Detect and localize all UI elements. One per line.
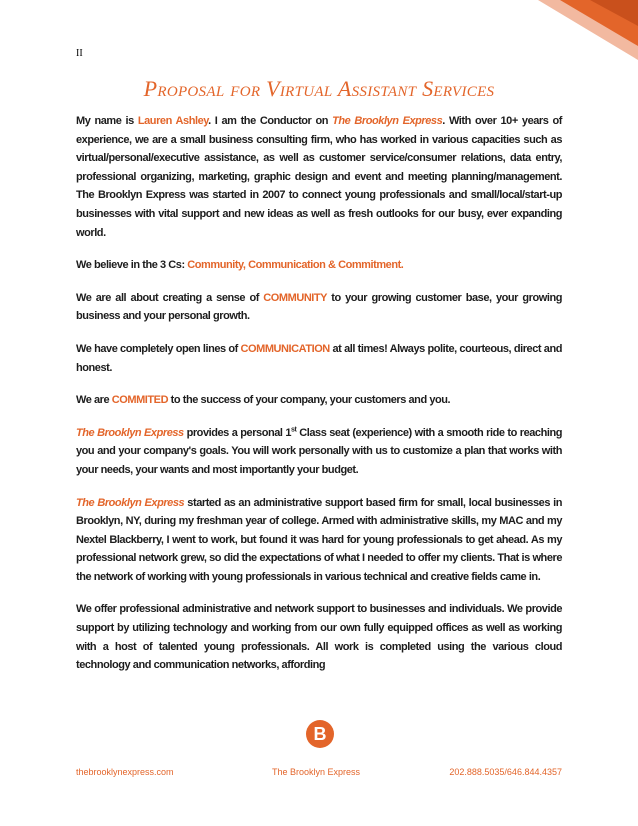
highlight-commitment: COMMITED: [111, 394, 169, 407]
footer-company: The Brooklyn Express: [272, 767, 361, 777]
highlight-3cs: Community, Communication & Commitment.: [187, 259, 404, 272]
brand-logo-icon: B: [306, 720, 334, 748]
footer-website: thebrooklynexpress.com: [76, 767, 174, 777]
brand-name: The Brooklyn Express: [76, 426, 184, 439]
brand-name: The Brooklyn Express: [76, 496, 185, 509]
paragraph-community: We are all about creating a sense of COMMUNITY to your growing customer base, your growing business and your personal growth.: [76, 291, 562, 323]
section-marker: II: [76, 48, 83, 59]
brand-name: The Brooklyn Express: [332, 115, 443, 127]
author-name: Lauren Ashley: [137, 115, 209, 127]
paragraph-communication: We have completely open lines of COMMUNICATION at all times! Always polite, courteous, direct and honest.: [76, 342, 562, 374]
highlight-community: COMMUNITY: [263, 291, 327, 304]
paragraph-3cs: We believe in the 3 Cs: Community, Communication & Commitment.: [76, 259, 404, 272]
corner-decoration: [538, 0, 638, 60]
paragraph-commitment: We are COMMITED to the success of your company, your customers and you.: [76, 394, 451, 407]
body-text: [76, 112, 562, 689]
paragraph-first-class: The Brooklyn Express provides a personal 1st Class seat (experience) with a smooth ride to reaching you and your company's goals. You will work personally with us to customize a plan that works with your needs, your wants and most importantly your budget.: [76, 426, 562, 476]
paragraph-history: The Brooklyn Express started as an administrative support based firm for small, local businesses in Brooklyn, NY, during my freshman year of college. Armed with administrative skills, my MAC and my Nextel Blackberry, I went to work, but found it was hard for young professionals to get ahead. As my professional network grew, so did the expectations of what I needed to offer my clients. That is where the network of working with young professionals in various technical and creative fields came in.: [76, 496, 562, 583]
paragraph-services: We offer professional administrative and network support to businesses and individuals. We provide support by utilizing technology and working from our own fully equipped offices as well as working with a host of talented young professionals. All work is completed using the various cloud technology and communication networks, affording: [76, 603, 562, 672]
page-title: Proposal for Virtual Assistant Services: [143, 76, 495, 101]
paragraph-intro: My name is Lauren Ashley. I am the Conductor on The Brooklyn Express. With over 10+ years of experience, we are a small business consulting firm, who has worked in various capacities such as virtual/personal/executive assistance, as well as customer service/consumer relations, data entry, professional organizing, marketing, graphic design and event and meeting planning/management. The Brooklyn Express was started in 2007 to connect young professionals and small/local/start-up businesses with vital support and new ideas as well as fresh outlooks for our busy, ever expanding world.: [76, 115, 562, 239]
highlight-communication: COMMUNICATION: [240, 342, 330, 355]
page-number: 77: [588, 40, 594, 46]
footer-phone: 202.888.5035/646.844.4357: [449, 767, 562, 777]
